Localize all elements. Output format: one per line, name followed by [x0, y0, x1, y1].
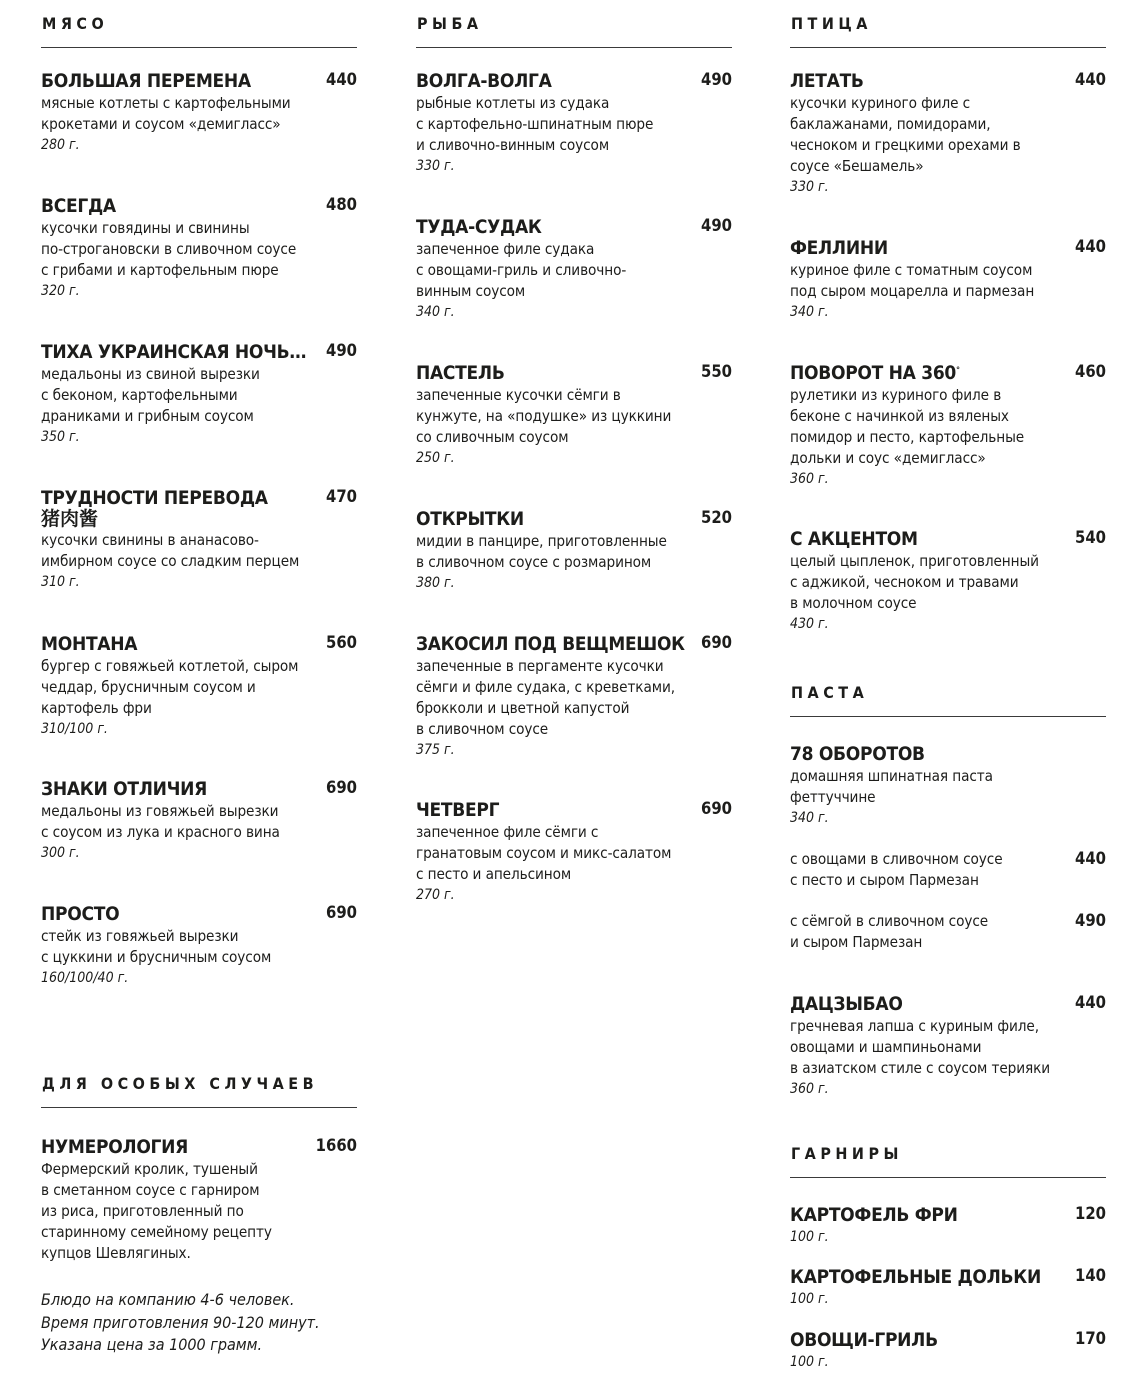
- dish-price: 690: [326, 778, 357, 797]
- dish-description-line: в сливочном соусе с розмарином: [416, 553, 652, 571]
- dish-weight: 360 г.: [790, 471, 829, 487]
- dish-price: 490: [701, 70, 732, 89]
- dish-description-line: чеддар, брусничным соусом и: [41, 678, 256, 696]
- dish-description-line: баклажанами, помидорами,: [790, 115, 991, 133]
- section-title-fish: РЫБА: [417, 14, 483, 33]
- menu-item: [790, 1328, 1106, 1372]
- dish-name: 78 ОБОРОТОВ: [790, 743, 925, 765]
- dish-name: ФЕЛЛИНИ: [790, 237, 888, 259]
- note-line: Время приготовления 90-120 минут.: [41, 1312, 320, 1332]
- dish-weight: 270 г.: [416, 887, 455, 903]
- dish-description-line: кусочки говядины и свинины: [41, 219, 250, 237]
- dish-description-line: имбирном соусе со сладким перцем: [41, 552, 300, 570]
- section-title-special: ДЛЯ ОСОБЫХ СЛУЧАЕВ: [42, 1074, 319, 1093]
- dish-description-line: с беконом, картофельными: [41, 386, 238, 404]
- dish-description-line: рулетики из куриного филе в: [790, 386, 1002, 404]
- dish-name: ПРОСТО: [41, 903, 120, 925]
- dish-weight: 320 г.: [41, 283, 80, 299]
- dish-description-line: медальоны из свиной вырезки: [41, 365, 260, 383]
- dish-price: 170: [1075, 1329, 1106, 1348]
- dish-description-line: мясные котлеты с картофельными: [41, 94, 291, 112]
- menu-item: [41, 632, 357, 739]
- menu-item: [790, 1203, 1106, 1247]
- dish-price: 480: [326, 195, 357, 214]
- special-note: [41, 1289, 357, 1357]
- dish-price: 440: [1075, 993, 1106, 1012]
- dish-description-line: по-строгановски в сливочном соусе: [41, 240, 297, 258]
- dish-description-line: бургер с говяжьей котлетой, сыром: [41, 657, 299, 675]
- dish-description-line: рыбные котлеты из судака: [416, 94, 610, 112]
- dish-description-line: из риса, приготовленный по: [41, 1202, 244, 1220]
- dish-price: 140: [1075, 1266, 1106, 1285]
- menu-item: [790, 527, 1106, 634]
- dish-description-line: запеченное филе судака: [416, 240, 595, 258]
- dish-price: 520: [701, 508, 732, 527]
- dish-description-line: со сливочным соусом: [416, 428, 569, 446]
- dish-name: НУМЕРОЛОГИЯ: [41, 1136, 189, 1158]
- dish-price: 690: [326, 903, 357, 922]
- dish-description-line: мидии в панцире, приготовленные: [416, 532, 667, 550]
- menu-item: [790, 236, 1106, 322]
- dish-weight: 100 г.: [790, 1229, 829, 1245]
- dish-price: 440: [1075, 237, 1106, 256]
- dish-weight: 330 г.: [416, 158, 455, 174]
- dish-description-line: с овощами в сливочном соусе: [790, 850, 1003, 868]
- section-header-pasta: [790, 669, 1106, 717]
- dish-description-line: кунжуте, на «подушке» из цуккини: [416, 407, 672, 425]
- dish-name: ЧЕТВЕРГ: [416, 799, 500, 821]
- dish-description-line: феттуччине: [790, 788, 876, 806]
- dish-description-line: дольки и соус «демигласс»: [790, 449, 986, 467]
- dish-name: ТИХА УКРАИНСКАЯ НОЧЬ…: [41, 341, 307, 363]
- dish-price: 540: [1075, 528, 1106, 547]
- dish-price: 440: [1075, 849, 1106, 868]
- dish-weight: 250 г.: [416, 450, 455, 466]
- dish-description-line: с овощами-гриль и сливочно-: [416, 261, 627, 279]
- dish-description-line: запеченное филе сёмги с: [416, 823, 599, 841]
- dish-description-line: брокколи и цветной капустой: [416, 699, 630, 717]
- dish-description-line: куриное филе с томатным соусом: [790, 261, 1033, 279]
- dish-description-line: соусе «Бешамель»: [790, 157, 924, 175]
- menu-item: [41, 777, 357, 863]
- dish-description-line: с песто и апельсином: [416, 865, 572, 883]
- menu-item: [41, 486, 357, 592]
- dish-description-line: гранатовым соусом и микс-салатом: [416, 844, 672, 862]
- pasta-variant: [790, 849, 1106, 891]
- dish-description-line: кусочки куриного филе с: [790, 94, 971, 112]
- dish-price: 440: [1075, 70, 1106, 89]
- section-header-special: [41, 1060, 357, 1108]
- dish-name: ЗАКОСИЛ ПОД ВЕЩМЕШОК: [416, 633, 685, 655]
- pasta-variant: [790, 911, 1106, 953]
- dish-name: ТУДА-СУДАК: [416, 216, 542, 238]
- dish-description-line: с картофельно-шпинатным пюре: [416, 115, 654, 133]
- dish-name: ОВОЩИ-ГРИЛЬ: [790, 1329, 938, 1351]
- dish-description-line: в азиатском стиле с соусом терияки: [790, 1059, 1051, 1077]
- dish-weight: 280 г.: [41, 137, 80, 153]
- dish-weight: 340 г.: [790, 810, 829, 826]
- menu-item: [41, 902, 357, 988]
- dish-name: ВОЛГА-ВОЛГА: [416, 70, 552, 92]
- dish-description-line: в сметанном соусе с гарниром: [41, 1181, 260, 1199]
- dish-price: 1660: [315, 1136, 357, 1155]
- dish-description-line: запеченные в пергаменте кусочки: [416, 657, 664, 675]
- dish-price: 460: [1075, 362, 1106, 381]
- dish-weight: 100 г.: [790, 1354, 829, 1370]
- dish-description-line: с грибами и картофельным пюре: [41, 261, 279, 279]
- section-title-pasta: ПАСТА: [791, 683, 869, 702]
- dish-description-line: и сливочно-винным соусом: [416, 136, 610, 154]
- dish-description-line: в молочном соусе: [790, 594, 917, 612]
- dish-description-line: картофель фри: [41, 699, 152, 717]
- note-line: Блюдо на компанию 4-6 человек.: [41, 1290, 295, 1309]
- section-header-poultry: [790, 0, 1106, 48]
- dish-weight: 340 г.: [790, 304, 829, 320]
- menu-item: [790, 1265, 1106, 1309]
- dish-name-text: ПОВОРОТ НА 360: [790, 362, 957, 384]
- section-title-poultry: ПТИЦА: [791, 14, 872, 33]
- dish-description-line: целый цыпленок, приготовленный: [790, 552, 1039, 570]
- dish-name: КАРТОФЕЛЬ ФРИ: [790, 1204, 958, 1226]
- dish-description-line: с песто и сыром Пармезан: [790, 871, 979, 889]
- dish-description-line: кусочки свинины в ананасово-: [41, 531, 259, 549]
- dish-name: ДАЦЗЫБАО: [790, 993, 903, 1015]
- dish-name: БОЛЬШАЯ ПЕРЕМЕНА: [41, 70, 251, 92]
- dish-description-line: стейк из говяжьей вырезки: [41, 927, 239, 945]
- menu-item: [416, 69, 732, 176]
- section-header-fish: [416, 0, 732, 48]
- dish-description-line: медальоны из говяжьей вырезки: [41, 802, 279, 820]
- menu-item: [41, 1135, 357, 1264]
- menu-item: [790, 361, 1106, 489]
- menu-item: [790, 69, 1106, 197]
- degree-mark: °: [956, 366, 960, 376]
- menu-item: [41, 194, 357, 301]
- dish-weight: 310/100 г.: [41, 721, 108, 737]
- dish-description-line: сёмги и филе судака, с креветками,: [416, 678, 675, 696]
- dish-weight: 350 г.: [41, 429, 80, 445]
- dish-weight: 160/100/40 г.: [41, 970, 129, 986]
- dish-weight: 380 г.: [416, 575, 455, 591]
- dish-name: С АКЦЕНТОМ: [790, 528, 918, 550]
- dish-price: 560: [326, 633, 357, 652]
- menu-item: [41, 340, 357, 447]
- dish-price: 690: [701, 799, 732, 818]
- dish-description-line: под сыром моцарелла и пармезан: [790, 282, 1035, 300]
- menu-item: [416, 361, 732, 468]
- dish-name: КАРТОФЕЛЬНЫЕ ДОЛЬКИ: [790, 1266, 1041, 1288]
- note-line: Указана цена за 1000 грамм.: [41, 1335, 263, 1354]
- dish-price: 440: [326, 70, 357, 89]
- dish-weight: 100 г.: [790, 1291, 829, 1307]
- dish-description-line: с соусом из лука и красного вина: [41, 823, 280, 841]
- menu-item: [41, 69, 357, 155]
- dish-weight: 310 г.: [41, 574, 80, 590]
- menu-item: [416, 215, 732, 322]
- dish-price: 490: [1075, 911, 1106, 930]
- section-header-sides: [790, 1130, 1106, 1178]
- dish-price: 490: [326, 341, 357, 360]
- dish-description-line: старинному семейному рецепту: [41, 1223, 272, 1241]
- dish-subtitle-chinese: 猪肉酱: [41, 508, 99, 530]
- dish-description-line: Фермерский кролик, тушеный: [41, 1160, 258, 1178]
- dish-description-line: винным соусом: [416, 282, 526, 300]
- dish-name: ТРУДНОСТИ ПЕРЕВОДА: [41, 487, 268, 509]
- dish-weight: 375 г.: [416, 742, 455, 758]
- dish-description-line: с цуккини и брусничным соусом: [41, 948, 272, 966]
- dish-description-line: помидор и песто, картофельные: [790, 428, 1025, 446]
- dish-weight: 430 г.: [790, 616, 829, 632]
- dish-weight: 340 г.: [416, 304, 455, 320]
- dish-price: 120: [1075, 1204, 1106, 1223]
- dish-description-line: овощами и шампиньонами: [790, 1038, 982, 1056]
- dish-description-line: в сливочном соусе: [416, 720, 549, 738]
- dish-name: [790, 361, 960, 385]
- dish-description-line: домашняя шпинатная паста: [790, 767, 993, 785]
- section-title-sides: ГАРНИРЫ: [791, 1144, 903, 1163]
- dish-description-line: купцов Шевлягиных.: [41, 1244, 191, 1262]
- dish-price: 490: [701, 216, 732, 235]
- dish-name: ПАСТЕЛЬ: [416, 362, 505, 384]
- dish-description-line: с аджикой, чесноком и травами: [790, 573, 1019, 591]
- menu-item: [416, 798, 732, 905]
- dish-price: 470: [326, 487, 357, 506]
- dish-weight: 360 г.: [790, 1081, 829, 1097]
- menu-item: [790, 992, 1106, 1099]
- menu-item: [416, 507, 732, 593]
- menu-item: [416, 632, 732, 760]
- dish-description-line: с сёмгой в сливочном соусе: [790, 912, 989, 930]
- dish-description-line: гречневая лапша с куриным филе,: [790, 1017, 1039, 1035]
- dish-description-line: драниками и грибным соусом: [41, 407, 254, 425]
- dish-weight: 330 г.: [790, 179, 829, 195]
- dish-name: ОТКРЫТКИ: [416, 508, 524, 530]
- dish-description-line: запеченные кусочки сёмги в: [416, 386, 621, 404]
- dish-name: ВСЕГДА: [41, 195, 116, 217]
- dish-description-line: чесноком и грецкими орехами в: [790, 136, 1021, 154]
- menu-item: [790, 742, 1106, 828]
- dish-description-line: и сыром Пармезан: [790, 933, 923, 951]
- dish-weight: 300 г.: [41, 845, 80, 861]
- dish-name: ЛЕТАТЬ: [790, 70, 864, 92]
- dish-name: ЗНАКИ ОТЛИЧИЯ: [41, 778, 207, 800]
- dish-name: МОНТАНА: [41, 633, 138, 655]
- section-title-meat: МЯСО: [42, 14, 109, 33]
- dish-description-line: крокетами и соусом «демигласс»: [41, 115, 281, 133]
- dish-price: 690: [701, 633, 732, 652]
- dish-description-line: беконе с начинкой из вяленых: [790, 407, 1009, 425]
- section-header-meat: [41, 0, 357, 48]
- dish-price: 550: [701, 362, 732, 381]
